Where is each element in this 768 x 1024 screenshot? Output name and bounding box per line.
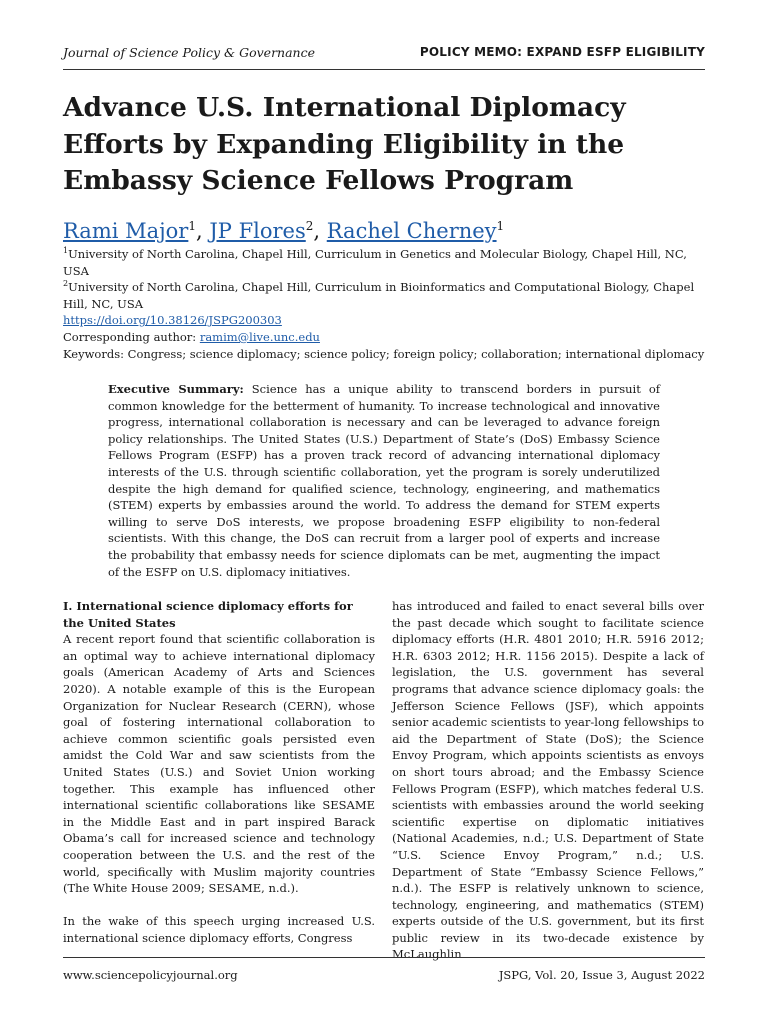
affiliation-text: University of North Carolina, Chapel Hill, Curriculum in Bioinformatics and Computational Biology, Chapel Hill, NC, USA <box>63 280 695 311</box>
article-metadata <box>63 246 713 362</box>
author-list: Rami Major$^1$, JP Flores$^2$, Rachel Cherney$^1$ <box>63 219 505 243</box>
paragraph-spacer <box>63 897 375 914</box>
author-link-rachel-cherney[interactable]: Rachel Cherney <box>326 219 497 243</box>
executive-summary <box>108 381 660 580</box>
footer-issue: JSPG, Vol. 20, Issue 3, August 2022 <box>498 968 705 982</box>
author-affiliation-marker: 1 <box>188 219 196 233</box>
corresponding-author-line <box>63 329 713 346</box>
body-column-right <box>392 598 704 963</box>
body-paragraph: A recent report found that scientific collaboration is an optimal way to achieve international diplomacy goals (American Academy of Arts and Sciences 2020). A notable example of this is the European Organization for Nuclear Research (CERN), whose goal of fostering international collaboration to achieve common scientific goals persisted even amidst the Cold War and saw scientists from the United States (U.S.) and Soviet Union working together. This example has influenced other international scientific collaborations like SESAME in the Middle East and in part inspired Barack Obama’s call for increased science and technology cooperation between the U.S. and the rest of the world, specifically with Muslim majority countries (The White House 2009; SESAME, n.d.). <box>63 632 375 896</box>
paper-title: Advance U.S. International Diplomacy Efforts by Expanding Eligibility in the Embassy Science Fellows Program <box>63 92 626 196</box>
memo-label: POLICY MEMO: EXPAND ESFP ELIGIBILITY <box>419 45 705 59</box>
affiliation-2 <box>63 279 713 312</box>
body-column-left <box>63 598 375 946</box>
doi-link[interactable]: https://doi.org/10.38126/JSPG200303 <box>63 313 282 328</box>
corresponding-email-link[interactable]: ramim@live.unc.edu <box>199 329 320 344</box>
footer-website: www.sciencepolicyjournal.org <box>63 968 238 982</box>
affiliation-number: 2 <box>63 279 69 289</box>
section-heading: I. International science diplomacy efforts for the United States <box>63 599 353 630</box>
corresponding-author-label: Corresponding author: <box>63 329 197 344</box>
executive-summary-label: Executive Summary: <box>108 382 244 396</box>
author-affiliation-marker: 1 <box>496 219 505 233</box>
doi-line <box>63 312 713 329</box>
journal-name: Journal of Science Policy & Governance <box>63 45 316 60</box>
body-paragraph: In the wake of this speech urging increased U.S. international science diplomacy efforts, Congress <box>63 914 375 945</box>
author-affiliation-marker: 2 <box>305 219 314 233</box>
affiliation-number: 1 <box>63 246 69 256</box>
executive-summary-text: Science has a unique ability to transcend borders in pursuit of common knowledge for the betterment of humanity. To increase technological and innovative progress, international collaboration is necessary and can be leveraged to advance foreign policy relationships. The United States (U.S.) Department of State’s (DoS) Embassy Science Fellows Program (ESFP) has a proven track record of advancing international diplomacy interests of the U.S. through scientific collaboration, yet the program is sorely underutilized despite the high demand for qualified science, technology, engineering, and mathematics (STEM) experts by embassies around the world. To address the demand for STEM experts willing to serve DoS interests, we propose broadening ESFP eligibility to non-federal scientists. With this change, the DoS can recruit from a larger pool of experts and increase the probability that embassy needs for science diplomats can be met, augmenting the impact of the ESFP on U.S. diplomacy initiatives. <box>108 382 660 579</box>
author-link-rami-major[interactable]: Rami Major <box>63 219 189 243</box>
keywords: Keywords: Congress; science diplomacy; science policy; foreign policy; collaboration; international diplomacy <box>63 346 705 361</box>
affiliation-text: University of North Carolina, Chapel Hill, Curriculum in Genetics and Molecular Biology, Chapel Hill, NC, USA <box>63 247 687 278</box>
page-footer <box>63 957 705 982</box>
author-link-jp-flores[interactable]: JP Flores <box>209 219 306 243</box>
affiliation-1 <box>63 246 713 279</box>
body-paragraph: has introduced and failed to enact several bills over the past decade which sought to facilitate science diplomacy efforts (H.R. 4801 2010; H.R. 5916 2012; H.R. 6303 2012; H.R. 1156 2015). Despite a lack of legislation, the U.S. government has several programs that advance science diplomacy goals: the Jefferson Science Fellows (JSF), which appoints senior academic scientists to year-long fellowships to aid the Department of State (DoS); the Science Envoy Program, which appoints scientists as envoys on short tours abroad; and the Embassy Science Fellows Program (ESFP), which matches federal U.S. scientists with embassies around the world seeking scientific expertise on diplomatic initiatives (National Academies, n.d.; U.S. Department of State “U.S. Science Envoy Program,” n.d.; U.S. Department of State “Embassy Science Fellows,” n.d.). The ESFP is relatively unknown to science, technology, engineering, and mathematics (STEM) experts outside of the U.S. government, but its first public review in its two-decade existence by McLaughlin <box>392 599 704 962</box>
running-header <box>63 45 705 70</box>
